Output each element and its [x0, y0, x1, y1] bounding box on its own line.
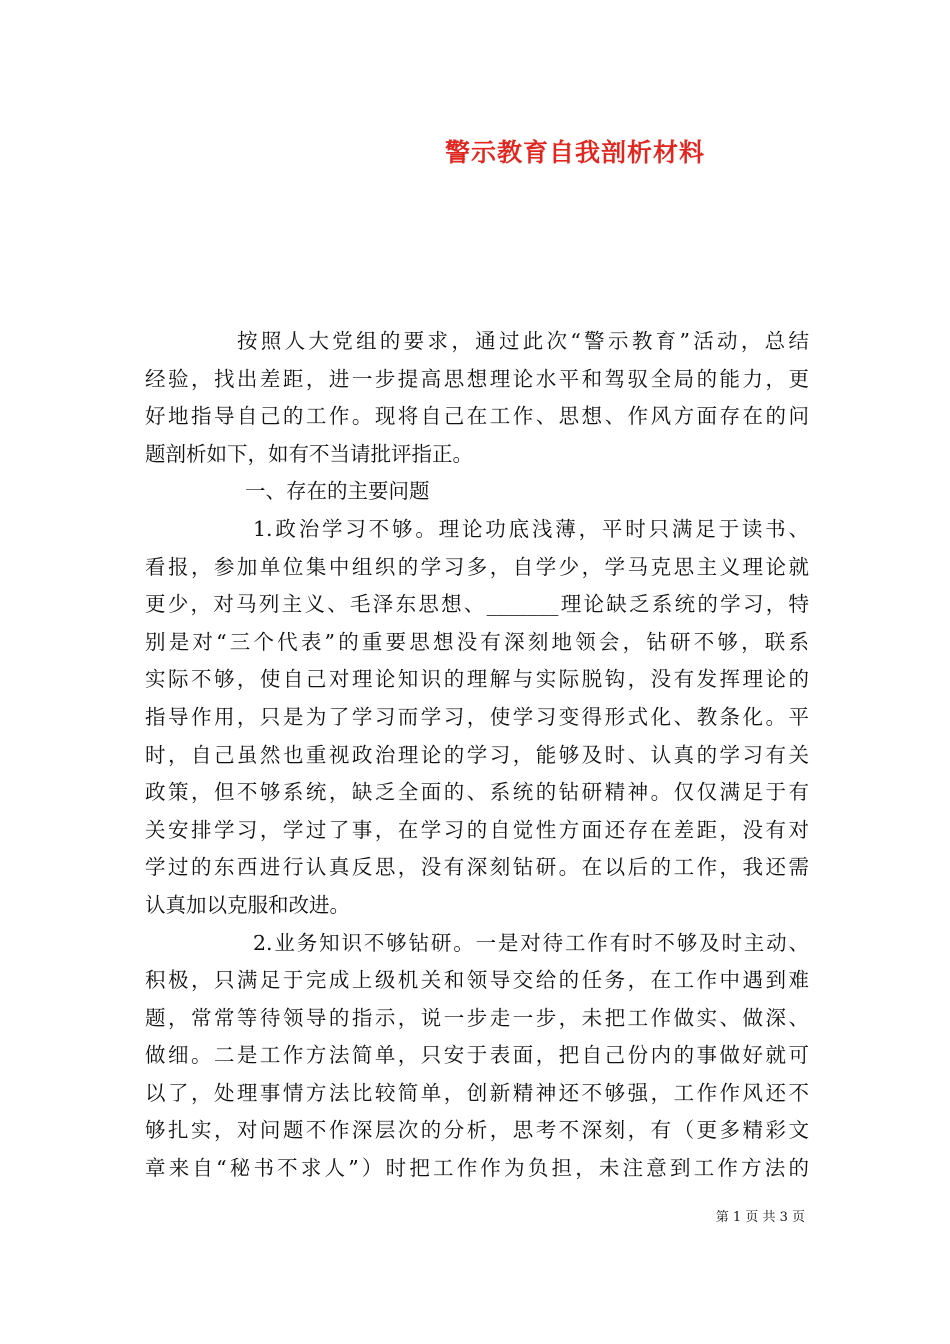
paragraph-item-2	[145, 925, 809, 1188]
text-line: 题，常常等待领导的指示，说一步走一步，未把工作做实、做深、	[145, 1005, 809, 1030]
text-line: 政策，但不够系统，缺乏全面的、系统的钻研精神。仅仅满足于有	[145, 780, 809, 805]
text-line: 以了，处理事情方法比较简单，创新精神还不够强，工作作风还不	[145, 1080, 809, 1105]
page-number: 第 1 页 共 3 页	[715, 1210, 805, 1225]
text-line: 够扎实，对问题不作深层次的分析，思考不深刻，有（更多精彩文	[145, 1118, 809, 1143]
text-line: 章来自“秘书不求人”）时把工作作为负担，未注意到工作方法的	[145, 1156, 809, 1181]
paragraph-item-1	[145, 511, 809, 925]
text-line: 别是对“三个代表”的重要思想没有深刻地领会，钻研不够，联系	[145, 629, 809, 654]
text-line: 时，自己虽然也重视政治理论的学习，能够及时、认真的学习有关	[145, 742, 809, 767]
text-line: 按照人大党组的要求，通过此次“警示教育”活动，总结	[237, 329, 809, 353]
text-line: 做细。二是工作方法简单，只安于表面，把自己份内的事做好就可	[145, 1043, 809, 1068]
section-heading	[145, 473, 809, 511]
text-line: 看报，参加单位集中组织的学习多，自学少，学马克思主义理论就	[145, 554, 809, 579]
text-line: 积极，只满足于完成上级机关和领导交给的任务，在工作中遇到难	[145, 968, 809, 993]
text-line: 一、存在的主要问题	[245, 479, 430, 504]
text-line: 2.业务知识不够钻研。一是对待工作有时不够及时主动、	[253, 930, 809, 955]
text-line: 好地指导自己的工作。现将自己在工作、思想、作风方面存在的问	[145, 404, 809, 429]
text-line: 学过的东西进行认真反思，没有深刻钻研。在以后的工作，我还需	[145, 855, 809, 880]
paragraph-intro	[145, 323, 809, 473]
text-line: 指导作用，只是为了学习而学习，使学习变得形式化、教条化。平	[145, 704, 809, 729]
text-line: 关安排学习，学过了事，在学习的自觉性方面还存在差距，没有对	[145, 817, 809, 842]
text-line: 经验，找出差距，进一步提高思想理论水平和驾驭全局的能力，更	[145, 366, 809, 391]
text-line: 认真加以克服和改进。	[145, 892, 350, 917]
text-line: 更少，对马列主义、毛泽东思想、_______理论缺乏系统的学习，特	[145, 592, 809, 617]
text-line: 题剖析如下，如有不当请批评指正。	[145, 441, 473, 466]
document-body	[145, 323, 809, 1188]
text-line: 1.政治学习不够。理论功底浅薄，平时只满足于读书、	[253, 516, 809, 541]
document-title: 警示教育自我剖析材料	[444, 138, 705, 167]
text-line: 实际不够，使自己对理论知识的理解与实际脱钩，没有发挥理论的	[145, 667, 809, 692]
